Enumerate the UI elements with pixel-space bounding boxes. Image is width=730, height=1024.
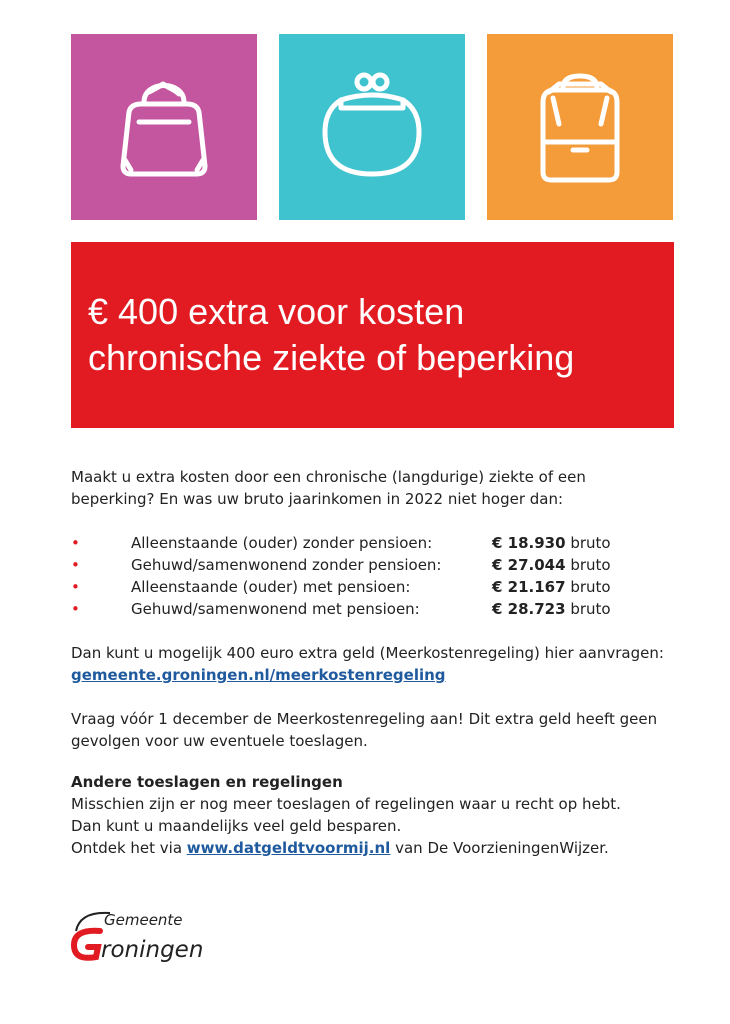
tile-purse bbox=[279, 34, 465, 220]
income-row bbox=[71, 554, 671, 576]
gemeente-groningen-logo bbox=[70, 905, 220, 967]
income-label: Alleenstaande (ouder) met pensioen: bbox=[131, 578, 411, 596]
income-row bbox=[71, 532, 671, 554]
other-line-1: Misschien zijn er nog meer toeslagen of regelingen waar u recht op hebt. bbox=[71, 795, 621, 813]
purse-icon bbox=[307, 62, 437, 192]
bullet-icon: • bbox=[71, 578, 80, 596]
other-line-3 bbox=[71, 837, 671, 859]
income-value bbox=[492, 598, 611, 620]
deadline-text: Vraag vóór 1 december de Meerkostenregeling aan! Dit extra geld heeft geen gevolgen voor uw eventuele toeslagen. bbox=[71, 710, 658, 750]
income-value bbox=[492, 554, 611, 576]
datgeldtvoormij-link[interactable]: www.datgeldtvoormij.nl bbox=[186, 839, 391, 857]
logo-text-groningen: roningen bbox=[101, 937, 204, 963]
income-label: Gehuwd/samenwonend met pensioen: bbox=[131, 600, 420, 618]
apply-paragraph bbox=[71, 642, 671, 686]
income-value bbox=[492, 532, 611, 554]
income-suffix: bruto bbox=[565, 534, 611, 552]
other-line-3-suffix: van De VoorzieningenWijzer. bbox=[390, 839, 609, 857]
logo-mark bbox=[70, 905, 220, 967]
tile-backpack bbox=[487, 34, 673, 220]
apply-section bbox=[71, 642, 671, 686]
income-row bbox=[71, 598, 671, 620]
income-amount: € 28.723 bbox=[492, 600, 566, 618]
page-title: € 400 extra voor kosten chronische ziekte of beperking bbox=[88, 291, 575, 378]
other-section bbox=[71, 771, 671, 859]
income-amount: € 21.167 bbox=[492, 578, 566, 596]
income-row bbox=[71, 576, 671, 598]
income-suffix: bruto bbox=[565, 578, 611, 596]
meerkostenregeling-link[interactable]: gemeente.groningen.nl/meerkostenregeling bbox=[71, 666, 446, 684]
income-limits bbox=[71, 532, 671, 620]
backpack-icon bbox=[515, 62, 645, 192]
income-suffix: bruto bbox=[565, 556, 611, 574]
title-banner bbox=[71, 242, 674, 428]
bullet-icon: • bbox=[71, 534, 80, 552]
intro-text: Maakt u extra kosten door een chronische (langdurige) ziekte of een beperking? En was uw bruto jaarinkomen in 2022 niet hoger dan: bbox=[71, 468, 586, 508]
other-line-3-prefix: Ontdek het via bbox=[71, 839, 187, 857]
logo-text-gemeente: Gemeente bbox=[104, 911, 183, 929]
income-amount: € 18.930 bbox=[492, 534, 566, 552]
income-label: Alleenstaande (ouder) zonder pensioen: bbox=[131, 534, 433, 552]
income-amount: € 27.044 bbox=[492, 556, 566, 574]
other-line-2: Dan kunt u maandelijks veel geld besparen. bbox=[71, 817, 402, 835]
income-value bbox=[492, 576, 611, 598]
other-heading: Andere toeslagen en regelingen bbox=[71, 773, 343, 791]
bullet-icon: • bbox=[71, 600, 80, 618]
intro-section bbox=[71, 466, 671, 510]
handbag-icon bbox=[99, 62, 229, 192]
income-suffix: bruto bbox=[565, 600, 611, 618]
income-label: Gehuwd/samenwonend zonder pensioen: bbox=[131, 556, 442, 574]
income-list bbox=[71, 532, 671, 620]
apply-text: Dan kunt u mogelijk 400 euro extra geld (Meerkostenregeling) hier aanvragen: bbox=[71, 644, 664, 662]
deadline-section bbox=[71, 708, 671, 752]
bullet-icon: • bbox=[71, 556, 80, 574]
tile-handbag bbox=[71, 34, 257, 220]
